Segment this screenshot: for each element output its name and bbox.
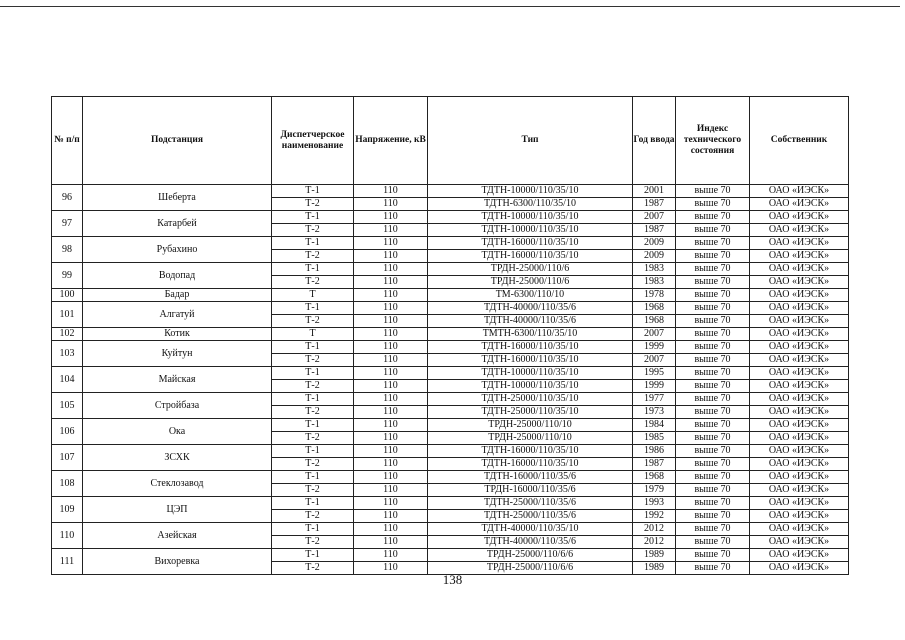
voltage-cell: 110 bbox=[354, 445, 428, 458]
page-number: 138 bbox=[442, 572, 463, 587]
substation-cell: Водопад bbox=[83, 263, 272, 289]
owner-cell: ОАО «ИЭСК» bbox=[750, 380, 849, 393]
owner-cell: ОАО «ИЭСК» bbox=[750, 484, 849, 497]
voltage-cell: 110 bbox=[354, 497, 428, 510]
substation-cell: Стеклозавод bbox=[83, 471, 272, 497]
voltage-cell: 110 bbox=[354, 510, 428, 523]
year-cell: 1995 bbox=[633, 367, 676, 380]
substation-cell: Катарбей bbox=[83, 211, 272, 237]
index-cell: выше 70 bbox=[676, 224, 750, 237]
year-cell: 1993 bbox=[633, 497, 676, 510]
type-cell: ТДТН-40000/110/35/6 bbox=[428, 302, 633, 315]
type-cell: ТДТН-25000/110/35/6 bbox=[428, 510, 633, 523]
owner-cell: ОАО «ИЭСК» bbox=[750, 549, 849, 562]
table-row bbox=[52, 341, 849, 354]
num-cell: 100 bbox=[52, 289, 83, 302]
index-cell: выше 70 bbox=[676, 432, 750, 445]
year-cell: 2012 bbox=[633, 536, 676, 549]
voltage-cell: 110 bbox=[354, 523, 428, 536]
index-cell: выше 70 bbox=[676, 341, 750, 354]
year-cell: 2009 bbox=[633, 250, 676, 263]
header-dispatch: Диспетчерское наименование bbox=[272, 97, 354, 185]
index-cell: выше 70 bbox=[676, 328, 750, 341]
num-cell: 98 bbox=[52, 237, 83, 263]
index-cell: выше 70 bbox=[676, 393, 750, 406]
table-row bbox=[52, 185, 849, 198]
dispatch-cell: Т-1 bbox=[272, 419, 354, 432]
year-cell: 1989 bbox=[633, 549, 676, 562]
voltage-cell: 110 bbox=[354, 471, 428, 484]
dispatch-cell: Т-2 bbox=[272, 250, 354, 263]
year-cell: 2007 bbox=[633, 211, 676, 224]
substation-cell: Стройбаза bbox=[83, 393, 272, 419]
dispatch-cell: Т-1 bbox=[272, 549, 354, 562]
voltage-cell: 110 bbox=[354, 432, 428, 445]
year-cell: 1987 bbox=[633, 224, 676, 237]
type-cell: ТДТН-25000/110/35/10 bbox=[428, 393, 633, 406]
voltage-cell: 110 bbox=[354, 289, 428, 302]
dispatch-cell: Т-2 bbox=[272, 536, 354, 549]
header-row bbox=[52, 97, 849, 185]
dispatch-cell: Т-1 bbox=[272, 263, 354, 276]
year-cell: 1986 bbox=[633, 445, 676, 458]
num-cell: 110 bbox=[52, 523, 83, 549]
substation-cell: Азейская bbox=[83, 523, 272, 549]
dispatch-cell: Т-1 bbox=[272, 523, 354, 536]
type-cell: ТРДН-25000/110/10 bbox=[428, 419, 633, 432]
owner-cell: ОАО «ИЭСК» bbox=[750, 367, 849, 380]
owner-cell: ОАО «ИЭСК» bbox=[750, 497, 849, 510]
substation-cell: Майская bbox=[83, 367, 272, 393]
year-cell: 1983 bbox=[633, 263, 676, 276]
index-cell: выше 70 bbox=[676, 562, 750, 575]
substation-cell: Бадар bbox=[83, 289, 272, 302]
year-cell: 1977 bbox=[633, 393, 676, 406]
owner-cell: ОАО «ИЭСК» bbox=[750, 471, 849, 484]
year-cell: 1968 bbox=[633, 471, 676, 484]
num-cell: 96 bbox=[52, 185, 83, 211]
year-cell: 1987 bbox=[633, 198, 676, 211]
dispatch-cell: Т-1 bbox=[272, 302, 354, 315]
substation-cell: Рубахино bbox=[83, 237, 272, 263]
num-cell: 101 bbox=[52, 302, 83, 328]
type-cell: ТРДН-25000/110/10 bbox=[428, 432, 633, 445]
index-cell: выше 70 bbox=[676, 536, 750, 549]
substation-cell: Алгатуй bbox=[83, 302, 272, 328]
dispatch-cell: Т-1 bbox=[272, 367, 354, 380]
voltage-cell: 110 bbox=[354, 549, 428, 562]
type-cell: ТДТН-16000/110/35/10 bbox=[428, 354, 633, 367]
owner-cell: ОАО «ИЭСК» bbox=[750, 289, 849, 302]
dispatch-cell: Т-2 bbox=[272, 562, 354, 575]
index-cell: выше 70 bbox=[676, 458, 750, 471]
owner-cell: ОАО «ИЭСК» bbox=[750, 302, 849, 315]
dispatch-cell: Т-1 bbox=[272, 471, 354, 484]
table-row bbox=[52, 549, 849, 562]
table-row bbox=[52, 211, 849, 224]
index-cell: выше 70 bbox=[676, 276, 750, 289]
voltage-cell: 110 bbox=[354, 484, 428, 497]
header-num: № п/п bbox=[52, 97, 83, 185]
index-cell: выше 70 bbox=[676, 445, 750, 458]
year-cell: 2007 bbox=[633, 328, 676, 341]
type-cell: ТДТН-16000/110/35/10 bbox=[428, 445, 633, 458]
table-row bbox=[52, 367, 849, 380]
voltage-cell: 110 bbox=[354, 393, 428, 406]
type-cell: ТДТН-16000/110/35/6 bbox=[428, 471, 633, 484]
year-cell: 1999 bbox=[633, 341, 676, 354]
num-cell: 99 bbox=[52, 263, 83, 289]
dispatch-cell: Т-1 bbox=[272, 445, 354, 458]
year-cell: 1979 bbox=[633, 484, 676, 497]
type-cell: ТДТН-10000/110/35/10 bbox=[428, 367, 633, 380]
table-row bbox=[52, 237, 849, 250]
voltage-cell: 110 bbox=[354, 211, 428, 224]
year-cell: 1968 bbox=[633, 302, 676, 315]
table-row bbox=[52, 289, 849, 302]
owner-cell: ОАО «ИЭСК» bbox=[750, 562, 849, 575]
substation-cell: Ока bbox=[83, 419, 272, 445]
table-row bbox=[52, 263, 849, 276]
dispatch-cell: Т-1 bbox=[272, 237, 354, 250]
substation-table bbox=[51, 96, 849, 575]
owner-cell: ОАО «ИЭСК» bbox=[750, 328, 849, 341]
dispatch-cell: Т-2 bbox=[272, 484, 354, 497]
type-cell: ТДТН-40000/110/35/6 bbox=[428, 536, 633, 549]
dispatch-cell: Т-2 bbox=[272, 276, 354, 289]
dispatch-cell: Т-2 bbox=[272, 354, 354, 367]
voltage-cell: 110 bbox=[354, 354, 428, 367]
dispatch-cell: Т-1 bbox=[272, 393, 354, 406]
index-cell: выше 70 bbox=[676, 549, 750, 562]
voltage-cell: 110 bbox=[354, 302, 428, 315]
owner-cell: ОАО «ИЭСК» bbox=[750, 276, 849, 289]
owner-cell: ОАО «ИЭСК» bbox=[750, 406, 849, 419]
owner-cell: ОАО «ИЭСК» bbox=[750, 237, 849, 250]
voltage-cell: 110 bbox=[354, 341, 428, 354]
substation-cell: Котик bbox=[83, 328, 272, 341]
owner-cell: ОАО «ИЭСК» bbox=[750, 211, 849, 224]
dispatch-cell: Т-2 bbox=[272, 432, 354, 445]
voltage-cell: 110 bbox=[354, 276, 428, 289]
year-cell: 1987 bbox=[633, 458, 676, 471]
owner-cell: ОАО «ИЭСК» bbox=[750, 341, 849, 354]
year-cell: 1983 bbox=[633, 276, 676, 289]
index-cell: выше 70 bbox=[676, 211, 750, 224]
table-body bbox=[52, 185, 849, 575]
index-cell: выше 70 bbox=[676, 289, 750, 302]
index-cell: выше 70 bbox=[676, 315, 750, 328]
year-cell: 2012 bbox=[633, 523, 676, 536]
dispatch-cell: Т-2 bbox=[272, 198, 354, 211]
owner-cell: ОАО «ИЭСК» bbox=[750, 432, 849, 445]
voltage-cell: 110 bbox=[354, 237, 428, 250]
type-cell: ТДТН-10000/110/35/10 bbox=[428, 185, 633, 198]
owner-cell: ОАО «ИЭСК» bbox=[750, 198, 849, 211]
dispatch-cell: Т-2 bbox=[272, 458, 354, 471]
index-cell: выше 70 bbox=[676, 367, 750, 380]
voltage-cell: 110 bbox=[354, 250, 428, 263]
owner-cell: ОАО «ИЭСК» bbox=[750, 315, 849, 328]
type-cell: ТДТН-25000/110/35/6 bbox=[428, 497, 633, 510]
table-row bbox=[52, 445, 849, 458]
index-cell: выше 70 bbox=[676, 497, 750, 510]
num-cell: 108 bbox=[52, 471, 83, 497]
type-cell: ТДТН-10000/110/35/10 bbox=[428, 211, 633, 224]
table-row bbox=[52, 328, 849, 341]
year-cell: 2009 bbox=[633, 237, 676, 250]
dispatch-cell: Т bbox=[272, 328, 354, 341]
owner-cell: ОАО «ИЭСК» bbox=[750, 263, 849, 276]
num-cell: 111 bbox=[52, 549, 83, 575]
dispatch-cell: Т bbox=[272, 289, 354, 302]
table-row bbox=[52, 419, 849, 432]
year-cell: 1968 bbox=[633, 315, 676, 328]
dispatch-cell: Т-1 bbox=[272, 185, 354, 198]
dispatch-cell: Т-2 bbox=[272, 315, 354, 328]
dispatch-cell: Т-2 bbox=[272, 224, 354, 237]
header-voltage: Напряжение, кВ bbox=[354, 97, 428, 185]
type-cell: ТДТН-40000/110/35/6 bbox=[428, 315, 633, 328]
owner-cell: ОАО «ИЭСК» bbox=[750, 458, 849, 471]
index-cell: выше 70 bbox=[676, 250, 750, 263]
voltage-cell: 110 bbox=[354, 367, 428, 380]
type-cell: ТМТН-6300/110/35/10 bbox=[428, 328, 633, 341]
num-cell: 97 bbox=[52, 211, 83, 237]
type-cell: ТДТН-10000/110/35/10 bbox=[428, 380, 633, 393]
dispatch-cell: Т-1 bbox=[272, 497, 354, 510]
index-cell: выше 70 bbox=[676, 302, 750, 315]
table-row bbox=[52, 523, 849, 536]
index-cell: выше 70 bbox=[676, 237, 750, 250]
type-cell: ТДТН-25000/110/35/10 bbox=[428, 406, 633, 419]
year-cell: 1999 bbox=[633, 380, 676, 393]
year-cell: 2001 bbox=[633, 185, 676, 198]
substation-cell: Вихоревка bbox=[83, 549, 272, 575]
voltage-cell: 110 bbox=[354, 185, 428, 198]
index-cell: выше 70 bbox=[676, 510, 750, 523]
type-cell: ТМ-6300/110/10 bbox=[428, 289, 633, 302]
index-cell: выше 70 bbox=[676, 484, 750, 497]
owner-cell: ОАО «ИЭСК» bbox=[750, 185, 849, 198]
num-cell: 103 bbox=[52, 341, 83, 367]
type-cell: ТДТН-16000/110/35/10 bbox=[428, 458, 633, 471]
year-cell: 2007 bbox=[633, 354, 676, 367]
header-year: Год ввода bbox=[633, 97, 676, 185]
voltage-cell: 110 bbox=[354, 380, 428, 393]
type-cell: ТДТН-40000/110/35/10 bbox=[428, 523, 633, 536]
voltage-cell: 110 bbox=[354, 406, 428, 419]
table-row bbox=[52, 497, 849, 510]
type-cell: ТДТН-16000/110/35/10 bbox=[428, 250, 633, 263]
type-cell: ТРДН-25000/110/6 bbox=[428, 263, 633, 276]
index-cell: выше 70 bbox=[676, 354, 750, 367]
dispatch-cell: Т-1 bbox=[272, 341, 354, 354]
index-cell: выше 70 bbox=[676, 380, 750, 393]
year-cell: 1984 bbox=[633, 419, 676, 432]
index-cell: выше 70 bbox=[676, 263, 750, 276]
owner-cell: ОАО «ИЭСК» bbox=[750, 536, 849, 549]
header-owner: Собственник bbox=[750, 97, 849, 185]
index-cell: выше 70 bbox=[676, 523, 750, 536]
header-index: Индекс технического состояния bbox=[676, 97, 750, 185]
voltage-cell: 110 bbox=[354, 315, 428, 328]
dispatch-cell: Т-1 bbox=[272, 211, 354, 224]
year-cell: 1973 bbox=[633, 406, 676, 419]
type-cell: ТДТН-10000/110/35/10 bbox=[428, 224, 633, 237]
voltage-cell: 110 bbox=[354, 419, 428, 432]
type-cell: ТДТН-6300/110/35/10 bbox=[428, 198, 633, 211]
type-cell: ТДТН-16000/110/35/10 bbox=[428, 341, 633, 354]
num-cell: 105 bbox=[52, 393, 83, 419]
voltage-cell: 110 bbox=[354, 224, 428, 237]
num-cell: 106 bbox=[52, 419, 83, 445]
index-cell: выше 70 bbox=[676, 185, 750, 198]
table-row bbox=[52, 302, 849, 315]
year-cell: 1989 bbox=[633, 562, 676, 575]
substation-cell: ЗСХК bbox=[83, 445, 272, 471]
voltage-cell: 110 bbox=[354, 263, 428, 276]
header-substation: Подстанция bbox=[83, 97, 272, 185]
type-cell: ТДТН-16000/110/35/10 bbox=[428, 237, 633, 250]
owner-cell: ОАО «ИЭСК» bbox=[750, 393, 849, 406]
table-row bbox=[52, 471, 849, 484]
voltage-cell: 110 bbox=[354, 458, 428, 471]
substation-cell: Шеберта bbox=[83, 185, 272, 211]
dispatch-cell: Т-2 bbox=[272, 380, 354, 393]
type-cell: ТРДН-16000/110/35/6 bbox=[428, 484, 633, 497]
num-cell: 104 bbox=[52, 367, 83, 393]
header-type: Тип bbox=[428, 97, 633, 185]
owner-cell: ОАО «ИЭСК» bbox=[750, 250, 849, 263]
owner-cell: ОАО «ИЭСК» bbox=[750, 445, 849, 458]
substation-table-container bbox=[51, 96, 848, 575]
top-rule bbox=[0, 6, 900, 7]
voltage-cell: 110 bbox=[354, 198, 428, 211]
index-cell: выше 70 bbox=[676, 198, 750, 211]
type-cell: ТРДН-25000/110/6 bbox=[428, 276, 633, 289]
year-cell: 1978 bbox=[633, 289, 676, 302]
voltage-cell: 110 bbox=[354, 562, 428, 575]
owner-cell: ОАО «ИЭСК» bbox=[750, 523, 849, 536]
voltage-cell: 110 bbox=[354, 536, 428, 549]
index-cell: выше 70 bbox=[676, 406, 750, 419]
dispatch-cell: Т-2 bbox=[272, 510, 354, 523]
substation-cell: Куйтун bbox=[83, 341, 272, 367]
num-cell: 102 bbox=[52, 328, 83, 341]
num-cell: 107 bbox=[52, 445, 83, 471]
substation-cell: ЦЭП bbox=[83, 497, 272, 523]
index-cell: выше 70 bbox=[676, 471, 750, 484]
owner-cell: ОАО «ИЭСК» bbox=[750, 419, 849, 432]
owner-cell: ОАО «ИЭСК» bbox=[750, 510, 849, 523]
year-cell: 1992 bbox=[633, 510, 676, 523]
type-cell: ТРДН-25000/110/6/6 bbox=[428, 549, 633, 562]
owner-cell: ОАО «ИЭСК» bbox=[750, 224, 849, 237]
table-row bbox=[52, 393, 849, 406]
year-cell: 1985 bbox=[633, 432, 676, 445]
voltage-cell: 110 bbox=[354, 328, 428, 341]
type-cell: ТРДН-25000/110/6/6 bbox=[428, 562, 633, 575]
num-cell: 109 bbox=[52, 497, 83, 523]
dispatch-cell: Т-2 bbox=[272, 406, 354, 419]
owner-cell: ОАО «ИЭСК» bbox=[750, 354, 849, 367]
index-cell: выше 70 bbox=[676, 419, 750, 432]
